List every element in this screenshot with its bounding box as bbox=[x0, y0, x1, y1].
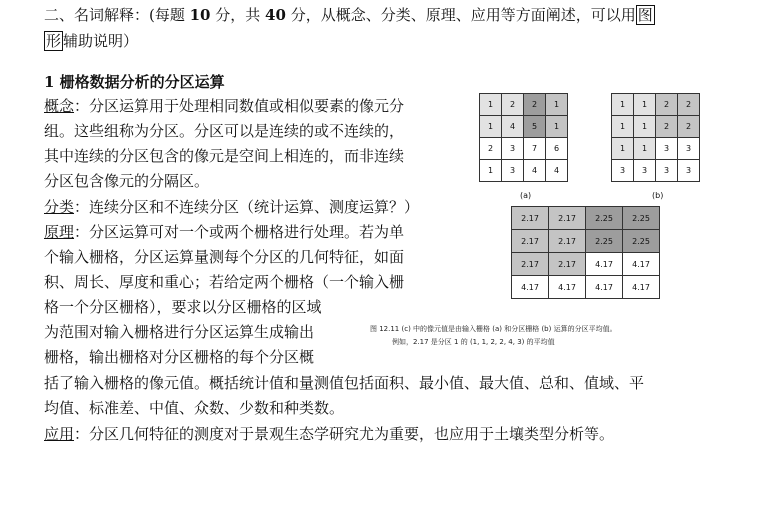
concept-line-2: 组。这些组称为分区。分区可以是连续的或不连续的， bbox=[44, 122, 405, 140]
grid-cell: 2 bbox=[678, 116, 700, 138]
category-label: 分类 bbox=[44, 198, 75, 216]
figure-caption-1: 图 12.11 (c) 中的像元值是由输入栅格 (a) 和分区栅格 (b) 运算的分区平均值。 bbox=[370, 325, 617, 333]
grid-row bbox=[512, 230, 660, 253]
grid-row bbox=[612, 160, 700, 182]
concept-line-4: 分区包含像元的分隔区。 bbox=[44, 172, 210, 190]
grid-cell: 4.17 bbox=[623, 253, 660, 276]
grid-cell: 5 bbox=[524, 116, 546, 138]
grid-cell: 4 bbox=[524, 160, 546, 182]
principle-line-4: 格一个分区栅格），要求以分区栅格的区域 bbox=[44, 298, 322, 316]
grid-cell: 3 bbox=[502, 138, 524, 160]
label-a: (a) bbox=[520, 191, 532, 200]
grid-cell: 2.17 bbox=[512, 207, 549, 230]
grid-cell: 2 bbox=[524, 94, 546, 116]
grid-cell: 3 bbox=[678, 138, 700, 160]
grid-row bbox=[480, 138, 568, 160]
grid-cell: 2 bbox=[656, 94, 678, 116]
label-b: (b) bbox=[652, 191, 664, 200]
section-title: 1 栅格数据分析的分区运算 bbox=[44, 73, 225, 91]
grid-cell: 2 bbox=[480, 138, 502, 160]
grid-cell: 2 bbox=[656, 116, 678, 138]
question-header: 二、名词解释：(每题 10 分，共 40 分，从概念、分类、原理、应用等方面阐述，可以用 图 bbox=[44, 6, 653, 24]
grid-cell: 1 bbox=[480, 94, 502, 116]
concept-line-3: 其中连续的分区包含的像元是空间上相连的，而非连续 bbox=[44, 147, 405, 165]
principle-line-5: 为范围对输入栅格进行分区运算生成输出 bbox=[44, 323, 315, 341]
principle-label: 原理 bbox=[44, 223, 75, 241]
grid-cell: 1 bbox=[480, 160, 502, 182]
grid-cell: 4 bbox=[502, 116, 524, 138]
boxed-char-2: 形 bbox=[46, 32, 62, 50]
boxed-char-1: 图 bbox=[637, 6, 653, 24]
grid-cell: 7 bbox=[524, 138, 546, 160]
grid-cell: 2 bbox=[678, 94, 700, 116]
grid-row bbox=[480, 116, 568, 138]
grid-cell: 3 bbox=[678, 160, 700, 182]
grid-cell: 4.17 bbox=[586, 253, 623, 276]
principle-line-7: 括了输入栅格的像元值。概括统计值和量测值包括面积、最小值、最大值、总和、值域、平 bbox=[44, 374, 645, 392]
grid-cell: 4.17 bbox=[549, 276, 586, 299]
grid-row bbox=[480, 160, 568, 182]
grid-row bbox=[480, 94, 568, 116]
principle-line-2: 个输入栅格，分区运算量测每个分区的几何特征，如面 bbox=[44, 248, 405, 266]
grid-cell: 3 bbox=[656, 160, 678, 182]
grid-cell: 1 bbox=[612, 94, 634, 116]
zone-grid-b bbox=[611, 93, 700, 182]
grid-cell: 2.25 bbox=[623, 230, 660, 253]
principle-line-1: 原理：分区运算可对一个或两个栅格进行处理。若为单 bbox=[44, 223, 405, 241]
grid-cell: 2.25 bbox=[586, 230, 623, 253]
grid-cell: 4.17 bbox=[512, 276, 549, 299]
grid-cell: 1 bbox=[634, 116, 656, 138]
grid-cell: 2.17 bbox=[549, 207, 586, 230]
grid-cell: 2.25 bbox=[586, 207, 623, 230]
input-grid-a bbox=[479, 93, 568, 182]
grid-cell: 1 bbox=[612, 138, 634, 160]
grid-row bbox=[612, 116, 700, 138]
grid-cell: 6 bbox=[546, 138, 568, 160]
grid-cell: 3 bbox=[656, 138, 678, 160]
grid-cell: 1 bbox=[634, 138, 656, 160]
concept-label: 概念 bbox=[44, 97, 75, 115]
concept-line-1: 概念：分区运算用于处理相同数值或相似要素的像元分 bbox=[44, 97, 405, 115]
principle-line-3: 积、周长、厚度和重心；若给定两个栅格（一个输入栅 bbox=[44, 273, 405, 291]
grid-cell: 4 bbox=[546, 160, 568, 182]
figure-caption-2: 例如，2.17 是分区 1 的 (1, 1, 2, 2, 4, 3) 的平均值 bbox=[392, 338, 555, 346]
grid-cell: 2.17 bbox=[549, 253, 586, 276]
grid-cell: 1 bbox=[480, 116, 502, 138]
grid-row bbox=[512, 276, 660, 299]
grid-cell: 4.17 bbox=[586, 276, 623, 299]
grid-row bbox=[512, 253, 660, 276]
grid-cell: 1 bbox=[546, 116, 568, 138]
question-header-cont: 形 辅助说明） bbox=[46, 32, 139, 50]
application-label: 应用 bbox=[44, 425, 75, 443]
grid-row bbox=[512, 207, 660, 230]
grid-cell: 2.25 bbox=[623, 207, 660, 230]
principle-line-6: 栅格，输出栅格对分区栅格的每个分区概 bbox=[44, 348, 315, 366]
grid-cell: 3 bbox=[612, 160, 634, 182]
grid-cell: 1 bbox=[612, 116, 634, 138]
output-grid-c bbox=[511, 206, 660, 299]
principle-line-8: 均值、标准差、中值、众数、少数和种类数。 bbox=[44, 399, 345, 417]
grid-cell: 1 bbox=[546, 94, 568, 116]
grid-cell: 3 bbox=[502, 160, 524, 182]
grid-row bbox=[612, 138, 700, 160]
grid-cell: 2.17 bbox=[512, 253, 549, 276]
grid-row bbox=[612, 94, 700, 116]
application-line: 应用：分区几何特征的测度对于景观生态学研究尤为重要，也应用于土壤类型分析等。 bbox=[44, 425, 615, 443]
category-line: 分类：连续分区和不连续分区（统计运算、测度运算？） bbox=[44, 198, 420, 216]
grid-cell: 1 bbox=[634, 94, 656, 116]
grid-cell: 2.17 bbox=[512, 230, 549, 253]
grid-cell: 2.17 bbox=[549, 230, 586, 253]
grid-cell: 4.17 bbox=[623, 276, 660, 299]
grid-cell: 3 bbox=[634, 160, 656, 182]
grid-cell: 2 bbox=[502, 94, 524, 116]
